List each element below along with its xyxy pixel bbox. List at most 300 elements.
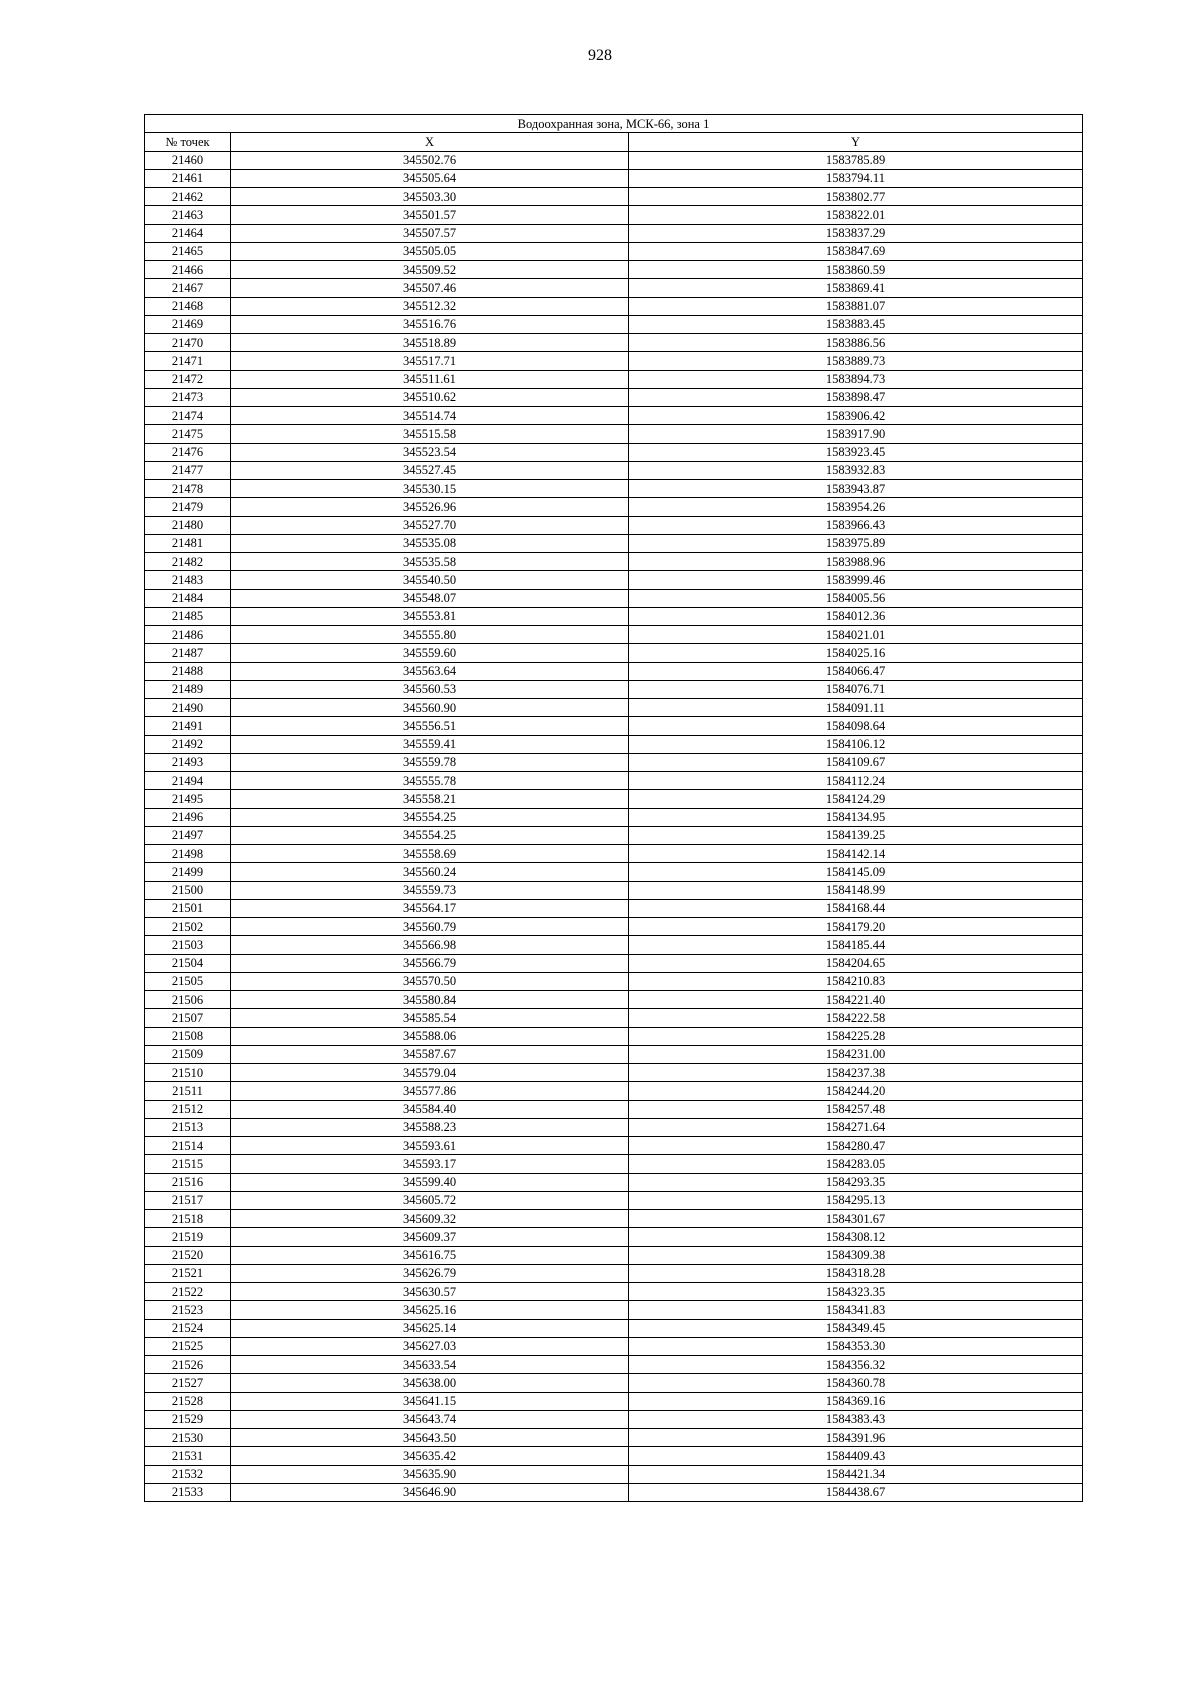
cell-x: 345501.57 xyxy=(231,206,629,224)
cell-x: 345641.15 xyxy=(231,1392,629,1410)
cell-y: 1584353.30 xyxy=(629,1337,1083,1355)
cell-y: 1583794.11 xyxy=(629,169,1083,187)
cell-x: 345560.53 xyxy=(231,680,629,698)
table-row xyxy=(145,1082,1083,1100)
cell-point-number: 21521 xyxy=(145,1264,231,1282)
table-row xyxy=(145,279,1083,297)
cell-y: 1584237.38 xyxy=(629,1064,1083,1082)
cell-y: 1583966.43 xyxy=(629,516,1083,534)
cell-y: 1584168.44 xyxy=(629,899,1083,917)
table-row xyxy=(145,1100,1083,1118)
cell-y: 1584271.64 xyxy=(629,1118,1083,1136)
cell-point-number: 21501 xyxy=(145,899,231,917)
cell-x: 345635.90 xyxy=(231,1465,629,1483)
table-row xyxy=(145,1483,1083,1501)
cell-point-number: 21526 xyxy=(145,1356,231,1374)
cell-y: 1584323.35 xyxy=(629,1283,1083,1301)
cell-y: 1584231.00 xyxy=(629,1045,1083,1063)
cell-x: 345630.57 xyxy=(231,1283,629,1301)
cell-y: 1583785.89 xyxy=(629,151,1083,169)
cell-point-number: 21516 xyxy=(145,1173,231,1191)
cell-x: 345633.54 xyxy=(231,1356,629,1374)
table-body xyxy=(145,151,1083,1502)
cell-x: 345509.52 xyxy=(231,261,629,279)
cell-x: 345559.60 xyxy=(231,644,629,662)
table-row xyxy=(145,826,1083,844)
cell-y: 1584148.99 xyxy=(629,881,1083,899)
table-row xyxy=(145,954,1083,972)
table-row xyxy=(145,1027,1083,1045)
table-row xyxy=(145,1337,1083,1355)
cell-x: 345517.71 xyxy=(231,352,629,370)
cell-point-number: 21462 xyxy=(145,188,231,206)
cell-point-number: 21533 xyxy=(145,1483,231,1501)
table-row xyxy=(145,772,1083,790)
cell-x: 345605.72 xyxy=(231,1191,629,1209)
cell-y: 1584124.29 xyxy=(629,790,1083,808)
table-row xyxy=(145,1228,1083,1246)
cell-x: 345535.08 xyxy=(231,534,629,552)
cell-point-number: 21500 xyxy=(145,881,231,899)
cell-x: 345558.69 xyxy=(231,845,629,863)
table-row xyxy=(145,863,1083,881)
cell-y: 1584349.45 xyxy=(629,1319,1083,1337)
table-row xyxy=(145,662,1083,680)
cell-y: 1584221.40 xyxy=(629,991,1083,1009)
cell-y: 1583898.47 xyxy=(629,388,1083,406)
table-row xyxy=(145,626,1083,644)
cell-point-number: 21494 xyxy=(145,772,231,790)
cell-point-number: 21510 xyxy=(145,1064,231,1082)
cell-x: 345559.73 xyxy=(231,881,629,899)
cell-y: 1584421.34 xyxy=(629,1465,1083,1483)
cell-point-number: 21464 xyxy=(145,224,231,242)
table-row xyxy=(145,589,1083,607)
cell-y: 1584005.56 xyxy=(629,589,1083,607)
cell-x: 345585.54 xyxy=(231,1009,629,1027)
cell-y: 1584244.20 xyxy=(629,1082,1083,1100)
cell-y: 1584438.67 xyxy=(629,1483,1083,1501)
cell-point-number: 21477 xyxy=(145,461,231,479)
cell-x: 345588.06 xyxy=(231,1027,629,1045)
cell-x: 345548.07 xyxy=(231,589,629,607)
cell-point-number: 21495 xyxy=(145,790,231,808)
cell-point-number: 21491 xyxy=(145,717,231,735)
table-row xyxy=(145,571,1083,589)
cell-y: 1584309.38 xyxy=(629,1246,1083,1264)
table-row xyxy=(145,735,1083,753)
table-row xyxy=(145,407,1083,425)
cell-y: 1583923.45 xyxy=(629,443,1083,461)
cell-point-number: 21508 xyxy=(145,1027,231,1045)
cell-x: 345505.64 xyxy=(231,169,629,187)
table-row xyxy=(145,1264,1083,1282)
cell-x: 345588.23 xyxy=(231,1118,629,1136)
cell-x: 345507.46 xyxy=(231,279,629,297)
cell-point-number: 21468 xyxy=(145,297,231,315)
cell-y: 1584301.67 xyxy=(629,1210,1083,1228)
cell-x: 345555.80 xyxy=(231,626,629,644)
cell-y: 1584091.11 xyxy=(629,699,1083,717)
table-row xyxy=(145,206,1083,224)
table-row xyxy=(145,918,1083,936)
cell-point-number: 21523 xyxy=(145,1301,231,1319)
table-row xyxy=(145,1283,1083,1301)
cell-x: 345566.79 xyxy=(231,954,629,972)
cell-y: 1583917.90 xyxy=(629,425,1083,443)
cell-point-number: 21506 xyxy=(145,991,231,1009)
table-row xyxy=(145,753,1083,771)
cell-x: 345553.81 xyxy=(231,607,629,625)
cell-point-number: 21505 xyxy=(145,972,231,990)
table-row xyxy=(145,443,1083,461)
cell-y: 1583860.59 xyxy=(629,261,1083,279)
table-row xyxy=(145,1155,1083,1173)
cell-point-number: 21519 xyxy=(145,1228,231,1246)
cell-y: 1584112.24 xyxy=(629,772,1083,790)
cell-x: 345566.98 xyxy=(231,936,629,954)
table-row xyxy=(145,498,1083,516)
cell-x: 345635.42 xyxy=(231,1447,629,1465)
cell-point-number: 21525 xyxy=(145,1337,231,1355)
table-row xyxy=(145,1429,1083,1447)
cell-x: 345511.61 xyxy=(231,370,629,388)
table-row xyxy=(145,370,1083,388)
cell-point-number: 21496 xyxy=(145,808,231,826)
table-row xyxy=(145,717,1083,735)
table-row xyxy=(145,352,1083,370)
table-row xyxy=(145,680,1083,698)
cell-point-number: 21469 xyxy=(145,315,231,333)
table-row xyxy=(145,169,1083,187)
table-row xyxy=(145,224,1083,242)
cell-point-number: 21461 xyxy=(145,169,231,187)
cell-point-number: 21515 xyxy=(145,1155,231,1173)
cell-y: 1584308.12 xyxy=(629,1228,1083,1246)
cell-point-number: 21504 xyxy=(145,954,231,972)
header-x: X xyxy=(231,133,629,151)
cell-x: 345503.30 xyxy=(231,188,629,206)
cell-x: 345518.89 xyxy=(231,334,629,352)
cell-y: 1584204.65 xyxy=(629,954,1083,972)
table-row xyxy=(145,388,1083,406)
cell-point-number: 21498 xyxy=(145,845,231,863)
cell-y: 1584391.96 xyxy=(629,1429,1083,1447)
cell-point-number: 21489 xyxy=(145,680,231,698)
cell-x: 345599.40 xyxy=(231,1173,629,1191)
cell-point-number: 21479 xyxy=(145,498,231,516)
cell-point-number: 21483 xyxy=(145,571,231,589)
cell-x: 345593.61 xyxy=(231,1137,629,1155)
cell-x: 345626.79 xyxy=(231,1264,629,1282)
cell-y: 1584210.83 xyxy=(629,972,1083,990)
table-row xyxy=(145,1392,1083,1410)
cell-x: 345643.50 xyxy=(231,1429,629,1447)
cell-x: 345507.57 xyxy=(231,224,629,242)
cell-x: 345558.21 xyxy=(231,790,629,808)
cell-point-number: 21514 xyxy=(145,1137,231,1155)
cell-y: 1584142.14 xyxy=(629,845,1083,863)
cell-point-number: 21497 xyxy=(145,826,231,844)
cell-y: 1583847.69 xyxy=(629,242,1083,260)
cell-x: 345625.14 xyxy=(231,1319,629,1337)
cell-point-number: 21474 xyxy=(145,407,231,425)
cell-point-number: 21488 xyxy=(145,662,231,680)
cell-x: 345646.90 xyxy=(231,1483,629,1501)
cell-x: 345560.90 xyxy=(231,699,629,717)
cell-x: 345554.25 xyxy=(231,826,629,844)
table-row xyxy=(145,1246,1083,1264)
cell-y: 1584185.44 xyxy=(629,936,1083,954)
table-row xyxy=(145,899,1083,917)
cell-point-number: 21476 xyxy=(145,443,231,461)
table-row xyxy=(145,972,1083,990)
cell-y: 1584356.32 xyxy=(629,1356,1083,1374)
cell-y: 1583932.83 xyxy=(629,461,1083,479)
cell-y: 1584179.20 xyxy=(629,918,1083,936)
cell-x: 345627.03 xyxy=(231,1337,629,1355)
table-row xyxy=(145,808,1083,826)
cell-y: 1584139.25 xyxy=(629,826,1083,844)
table-row xyxy=(145,242,1083,260)
page-number: 928 xyxy=(588,47,612,64)
cell-point-number: 21529 xyxy=(145,1410,231,1428)
cell-y: 1584280.47 xyxy=(629,1137,1083,1155)
cell-y: 1584369.16 xyxy=(629,1392,1083,1410)
cell-point-number: 21478 xyxy=(145,480,231,498)
table-row xyxy=(145,516,1083,534)
table-row xyxy=(145,790,1083,808)
cell-x: 345564.17 xyxy=(231,899,629,917)
cell-point-number: 21460 xyxy=(145,151,231,169)
cell-point-number: 21482 xyxy=(145,553,231,571)
table-title-row xyxy=(145,115,1083,133)
cell-x: 345559.78 xyxy=(231,753,629,771)
cell-point-number: 21503 xyxy=(145,936,231,954)
table-row xyxy=(145,1045,1083,1063)
cell-x: 345527.70 xyxy=(231,516,629,534)
cell-point-number: 21466 xyxy=(145,261,231,279)
table-row xyxy=(145,315,1083,333)
table-row xyxy=(145,644,1083,662)
cell-x: 345559.41 xyxy=(231,735,629,753)
cell-x: 345560.24 xyxy=(231,863,629,881)
cell-y: 1584293.35 xyxy=(629,1173,1083,1191)
cell-point-number: 21486 xyxy=(145,626,231,644)
table-row xyxy=(145,151,1083,169)
table-row xyxy=(145,1118,1083,1136)
table-row xyxy=(145,334,1083,352)
cell-y: 1583881.07 xyxy=(629,297,1083,315)
cell-y: 1584025.16 xyxy=(629,644,1083,662)
cell-point-number: 21492 xyxy=(145,735,231,753)
table-row xyxy=(145,461,1083,479)
cell-x: 345510.62 xyxy=(231,388,629,406)
cell-x: 345593.17 xyxy=(231,1155,629,1173)
cell-y: 1584283.05 xyxy=(629,1155,1083,1173)
cell-point-number: 21484 xyxy=(145,589,231,607)
table-row xyxy=(145,553,1083,571)
table-row xyxy=(145,845,1083,863)
cell-point-number: 21487 xyxy=(145,644,231,662)
table-row xyxy=(145,881,1083,899)
cell-point-number: 21507 xyxy=(145,1009,231,1027)
cell-x: 345580.84 xyxy=(231,991,629,1009)
cell-x: 345505.05 xyxy=(231,242,629,260)
cell-point-number: 21527 xyxy=(145,1374,231,1392)
cell-x: 345579.04 xyxy=(231,1064,629,1082)
cell-x: 345512.32 xyxy=(231,297,629,315)
cell-y: 1583886.56 xyxy=(629,334,1083,352)
cell-x: 345587.67 xyxy=(231,1045,629,1063)
cell-point-number: 21531 xyxy=(145,1447,231,1465)
cell-point-number: 21485 xyxy=(145,607,231,625)
table-row xyxy=(145,261,1083,279)
cell-y: 1584225.28 xyxy=(629,1027,1083,1045)
cell-x: 345625.16 xyxy=(231,1301,629,1319)
cell-x: 345555.78 xyxy=(231,772,629,790)
cell-y: 1583954.26 xyxy=(629,498,1083,516)
cell-point-number: 21465 xyxy=(145,242,231,260)
table-row xyxy=(145,1374,1083,1392)
table-row xyxy=(145,1009,1083,1027)
cell-y: 1584021.01 xyxy=(629,626,1083,644)
cell-point-number: 21512 xyxy=(145,1100,231,1118)
cell-y: 1584360.78 xyxy=(629,1374,1083,1392)
cell-x: 345514.74 xyxy=(231,407,629,425)
cell-y: 1583975.89 xyxy=(629,534,1083,552)
cell-x: 345577.86 xyxy=(231,1082,629,1100)
table-row xyxy=(145,1301,1083,1319)
cell-point-number: 21520 xyxy=(145,1246,231,1264)
cell-point-number: 21528 xyxy=(145,1392,231,1410)
cell-y: 1583894.73 xyxy=(629,370,1083,388)
cell-y: 1583837.29 xyxy=(629,224,1083,242)
cell-x: 345527.45 xyxy=(231,461,629,479)
cell-x: 345554.25 xyxy=(231,808,629,826)
cell-y: 1584134.95 xyxy=(629,808,1083,826)
cell-point-number: 21470 xyxy=(145,334,231,352)
cell-x: 345515.58 xyxy=(231,425,629,443)
table-row xyxy=(145,1173,1083,1191)
table-row xyxy=(145,1210,1083,1228)
cell-point-number: 21511 xyxy=(145,1082,231,1100)
cell-x: 345643.74 xyxy=(231,1410,629,1428)
cell-point-number: 21530 xyxy=(145,1429,231,1447)
cell-point-number: 21513 xyxy=(145,1118,231,1136)
cell-x: 345523.54 xyxy=(231,443,629,461)
table-row xyxy=(145,699,1083,717)
cell-x: 345570.50 xyxy=(231,972,629,990)
cell-y: 1584341.83 xyxy=(629,1301,1083,1319)
cell-point-number: 21502 xyxy=(145,918,231,936)
cell-point-number: 21480 xyxy=(145,516,231,534)
cell-x: 345616.75 xyxy=(231,1246,629,1264)
cell-point-number: 21499 xyxy=(145,863,231,881)
table-row xyxy=(145,991,1083,1009)
cell-point-number: 21463 xyxy=(145,206,231,224)
cell-y: 1584318.28 xyxy=(629,1264,1083,1282)
cell-point-number: 21522 xyxy=(145,1283,231,1301)
cell-x: 345540.50 xyxy=(231,571,629,589)
cell-y: 1584098.64 xyxy=(629,717,1083,735)
cell-x: 345526.96 xyxy=(231,498,629,516)
cell-point-number: 21472 xyxy=(145,370,231,388)
cell-y: 1584383.43 xyxy=(629,1410,1083,1428)
table-row xyxy=(145,1356,1083,1374)
table-row xyxy=(145,607,1083,625)
table-row xyxy=(145,936,1083,954)
cell-point-number: 21471 xyxy=(145,352,231,370)
cell-y: 1583988.96 xyxy=(629,553,1083,571)
table-row xyxy=(145,1137,1083,1155)
cell-x: 345556.51 xyxy=(231,717,629,735)
cell-point-number: 21509 xyxy=(145,1045,231,1063)
coordinates-table xyxy=(144,114,1083,1502)
cell-x: 345584.40 xyxy=(231,1100,629,1118)
cell-y: 1584257.48 xyxy=(629,1100,1083,1118)
cell-y: 1583802.77 xyxy=(629,188,1083,206)
cell-point-number: 21518 xyxy=(145,1210,231,1228)
table-row xyxy=(145,1191,1083,1209)
cell-x: 345530.15 xyxy=(231,480,629,498)
cell-x: 345609.37 xyxy=(231,1228,629,1246)
cell-x: 345560.79 xyxy=(231,918,629,936)
cell-point-number: 21475 xyxy=(145,425,231,443)
cell-point-number: 21517 xyxy=(145,1191,231,1209)
table-row xyxy=(145,188,1083,206)
cell-x: 345563.64 xyxy=(231,662,629,680)
table-title: Водоохранная зона, МСК-66, зона 1 xyxy=(145,115,1083,133)
table-row xyxy=(145,425,1083,443)
table-row xyxy=(145,1447,1083,1465)
cell-x: 345516.76 xyxy=(231,315,629,333)
cell-y: 1583869.41 xyxy=(629,279,1083,297)
table-row xyxy=(145,1410,1083,1428)
cell-y: 1583943.87 xyxy=(629,480,1083,498)
cell-point-number: 21493 xyxy=(145,753,231,771)
cell-point-number: 21467 xyxy=(145,279,231,297)
table-header-row xyxy=(145,133,1083,151)
cell-point-number: 21481 xyxy=(145,534,231,552)
cell-x: 345535.58 xyxy=(231,553,629,571)
cell-point-number: 21524 xyxy=(145,1319,231,1337)
header-y: Y xyxy=(629,133,1083,151)
cell-y: 1584012.36 xyxy=(629,607,1083,625)
cell-x: 345609.32 xyxy=(231,1210,629,1228)
table-row xyxy=(145,1319,1083,1337)
cell-y: 1583822.01 xyxy=(629,206,1083,224)
cell-y: 1584066.47 xyxy=(629,662,1083,680)
cell-point-number: 21532 xyxy=(145,1465,231,1483)
table-row xyxy=(145,480,1083,498)
cell-point-number: 21473 xyxy=(145,388,231,406)
cell-y: 1584109.67 xyxy=(629,753,1083,771)
cell-y: 1584409.43 xyxy=(629,1447,1083,1465)
cell-x: 345502.76 xyxy=(231,151,629,169)
table-row xyxy=(145,1064,1083,1082)
table-row xyxy=(145,534,1083,552)
cell-y: 1584295.13 xyxy=(629,1191,1083,1209)
cell-y: 1584145.09 xyxy=(629,863,1083,881)
table-row xyxy=(145,1465,1083,1483)
cell-point-number: 21490 xyxy=(145,699,231,717)
cell-x: 345638.00 xyxy=(231,1374,629,1392)
table-row xyxy=(145,297,1083,315)
cell-y: 1584222.58 xyxy=(629,1009,1083,1027)
header-point-number: № точек xyxy=(145,133,231,151)
cell-y: 1583999.46 xyxy=(629,571,1083,589)
